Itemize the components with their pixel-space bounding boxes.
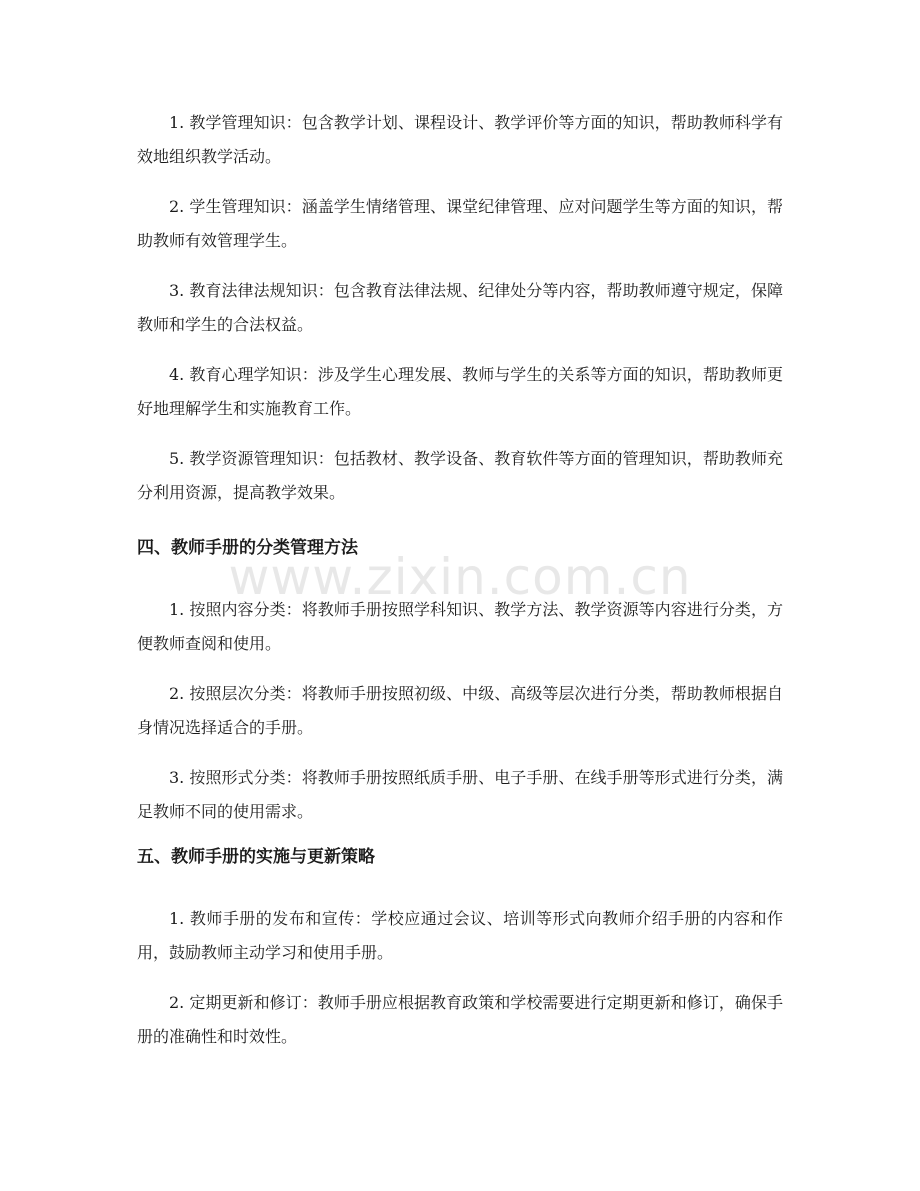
section-heading-classification: 四、教师手册的分类管理方法 <box>137 538 358 558</box>
paragraph-education-law: 3. 教育法律法规知识：包含教育法律法规、纪律处分等内容，帮助教师遵守规定，保障教师和学生的合法权益。 <box>137 281 783 334</box>
paragraph-resource-management: 5. 教学资源管理知识：包括教材、教学设备、教育软件等方面的管理知识，帮助教师充分利用资源，提高教学效果。 <box>137 449 783 502</box>
paragraph-publish-and-promote: 1. 教师手册的发布和宣传：学校应通过会议、培训等形式向教师介绍手册的内容和作用，鼓励教师主动学习和使用手册。 <box>137 909 783 962</box>
paragraph-classify-by-content: 1. 按照内容分类：将教师手册按照学科知识、教学方法、教学资源等内容进行分类，方便教师查阅和使用。 <box>137 600 783 653</box>
paragraph-regular-update: 2. 定期更新和修订：教师手册应根据教育政策和学校需要进行定期更新和修订，确保手册的准确性和时效性。 <box>137 993 783 1046</box>
paragraph-teaching-management: 1. 教学管理知识：包含教学计划、课程设计、教学评价等方面的知识，帮助教师科学有效地组织教学活动。 <box>137 113 783 166</box>
paragraph-classify-by-form: 3. 按照形式分类：将教师手册按照纸质手册、电子手册、在线手册等形式进行分类，满足教师不同的使用需求。 <box>137 768 783 821</box>
paragraph-education-psychology: 4. 教育心理学知识：涉及学生心理发展、教师与学生的关系等方面的知识，帮助教师更好地理解学生和实施教育工作。 <box>137 365 783 418</box>
paragraph-student-management: 2. 学生管理知识：涵盖学生情绪管理、课堂纪律管理、应对问题学生等方面的知识，帮助教师有效管理学生。 <box>137 197 783 250</box>
paragraph-classify-by-level: 2. 按照层次分类：将教师手册按照初级、中级、高级等层次进行分类，帮助教师根据自身情况选择适合的手册。 <box>137 684 783 737</box>
watermark: www.zixin.com.cn <box>228 548 692 606</box>
section-heading-implementation: 五、教师手册的实施与更新策略 <box>137 847 375 867</box>
